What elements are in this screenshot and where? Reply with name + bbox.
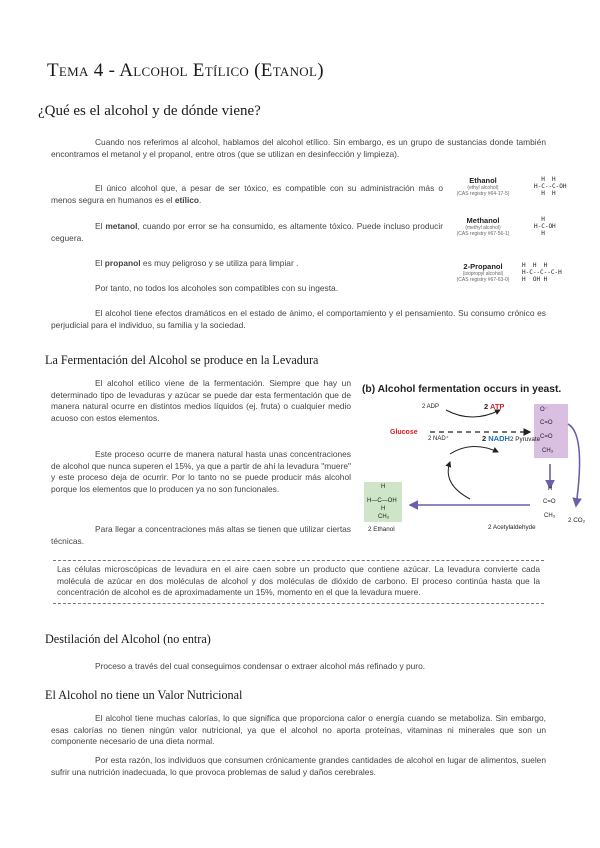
methanol-structure: H H-C-OH H [534,216,556,237]
nadh-return-arc [448,462,470,499]
propanol-structure: H H H H-C--C--C-H H OH H [522,262,562,283]
label-nadh: 2 NADH [482,434,510,443]
pyruvate-c1: C=O [540,420,553,426]
molecule-methanol: Methanol (methyl alcohol) (CAS registry #67-56-1) [456,216,510,237]
label-ethanol: 2 Ethanol [368,526,395,533]
label-pyruvate: 2 Pyruvate [510,436,541,443]
label-adp: 2 ADP [422,404,440,410]
alcohol-molecules-figure [452,176,572,294]
bold-etilico: etílico [174,194,200,205]
fermentation-arrows [360,384,592,544]
nutrition-heading: El Alcohol no tiene un Valor Nutricional [45,688,243,702]
intro-text-1: Cuando nos referimos al alcohol, hablamos del alcohol etílico. Sin embargo, es un grupo de sustancias donde también encontramos el metanol y el propanol, entre otros (que se utilizan en desinfección y limpieza). [51,137,546,159]
fermentation-paragraph-1: El alcohol etílico viene de la fermentación. Siempre que hay un determinado tipo de levaduras y azúcar se puede dar esta fermentación que de manera natural ocurre en distintos medios líquidos (ej. fruta) o cualquier medio acuoso con estos elementos. [51,378,351,423]
acetaldehyde-h: H [548,486,553,492]
pyruvate-ch3: CH₃ [542,448,554,454]
pyruvate-c2: C=O [540,434,553,440]
ethanol-ch3: CH₃ [378,514,390,520]
intro-paragraph-1 [51,137,546,160]
fermentation-paragraph-3: Para llegar a concentraciones más altas se tienen que utilizar ciertas técnicas. [51,524,351,546]
label-atp: 2 ATP [484,402,505,411]
bold-metanol: metanol [105,221,138,231]
ethanol-h1: H [381,484,386,490]
page-title: Tema 4 - Alcohol Etílico (Etanol) [47,60,324,81]
molecule-propanol: 2-Propanol (isopropyl alcohol) (CAS registry #67-63-0) [456,262,510,283]
acetaldehyde-ch3: CH₃ [544,513,556,519]
intro-paragraph-6: El alcohol tiene efectos dramáticos en el estado de ánimo, el comportamiento y el pensamiento. Su consumo crónico es perjudicial para el individuo, su familia y la sociedad. [51,308,546,330]
fermentation-paragraph-2: Este proceso ocurre de manera natural hasta unas concentraciones de alcohol que nunca superen el 15%, ya que a partir de ahí la levadura "muere" y este proceso deja de ocurrir. Por lo tanto no se puede producir más alcohol porque los elementos que lo producen ya no son funcionales. [51,449,351,494]
yeast-note-box: Las células microscópicas de levadura en el aire caen sobre un producto que contiene azúcar. La levadura convierte cada molécula de azúcar en dos moléculas de alcohol y dos moléculas de dióxido de carbono. El proceso continúa hasta que la concentración de alcohol es de aproximadamente un 15%, momento en el que la levadura muere. [53,560,544,604]
diagram-title: (b) Alcohol fermentation occurs in yeast. [362,384,562,395]
ethanol-structure: H H H-C--C-OH H H [534,176,567,197]
bold-propanol: propanol [104,258,141,268]
distillation-paragraph: Proceso a través del cual conseguimos condensar o extraer alcohol más refinado y puro. [95,661,426,671]
distillation-heading: Destilación del Alcohol (no entra) [45,632,211,646]
intro-paragraph-4: El propanol es muy peligroso y se utiliza para limpiar . [95,258,299,268]
label-acetaldehyde: 2 Acetylaldehyde [488,524,536,531]
label-glucose: Glucose [390,429,418,436]
acetaldehyde-c: C=O [543,499,556,505]
ethanol-h2: H [381,506,386,512]
intro-paragraph-3: El metanol, cuando por error se ha consumido, es altamente tóxico. Puede incluso producir ceguera. [51,221,444,243]
nad-arc-upper [450,446,498,454]
fermentation-heading: La Fermentación del Alcohol se produce en la Levadura [45,353,319,367]
intro-paragraph-5: Por tanto, no todos los alcoholes son compatibles con su ingesta. [95,283,339,293]
pyruvate-o-minus: O⁻ [540,407,548,413]
molecule-ethanol: Ethanol (ethyl alcohol) (CAS registry #64-17-5) [456,176,510,197]
atp-arc [446,410,500,417]
alcohol-fermentation-diagram [360,384,592,544]
ethanol-mid: H—C—OH [367,498,397,504]
section-question: ¿Qué es el alcohol y de dónde viene? [38,103,261,119]
label-co2: 2 CO₂ [568,517,586,524]
co2-arrow [568,424,580,506]
intro-paragraph-2: El único alcohol que, a pesar de ser tóxico, es compatible con su administración más o menos segura en humanos es el etílico. [51,183,443,205]
label-nad: 2 NAD⁺ [428,436,449,442]
nutrition-paragraph-2: Por esta razón, los individuos que consumen crónicamente grandes cantidades de alcohol en lugar de alimentos, suelen sufrir una nutrición inadecuada, lo que provoca problemas de salud y daños cerebrales. [51,755,546,777]
nutrition-paragraph-1: El alcohol tiene muchas calorías, lo que significa que proporciona calor o energía cuando se metaboliza. Sin embargo, esas calorías no tienen ningún valor nutricional, ya que el alcohol no aporta proteínas, vitaminas ni minerales que son un componente necesario de una dieta normal. [51,713,546,746]
